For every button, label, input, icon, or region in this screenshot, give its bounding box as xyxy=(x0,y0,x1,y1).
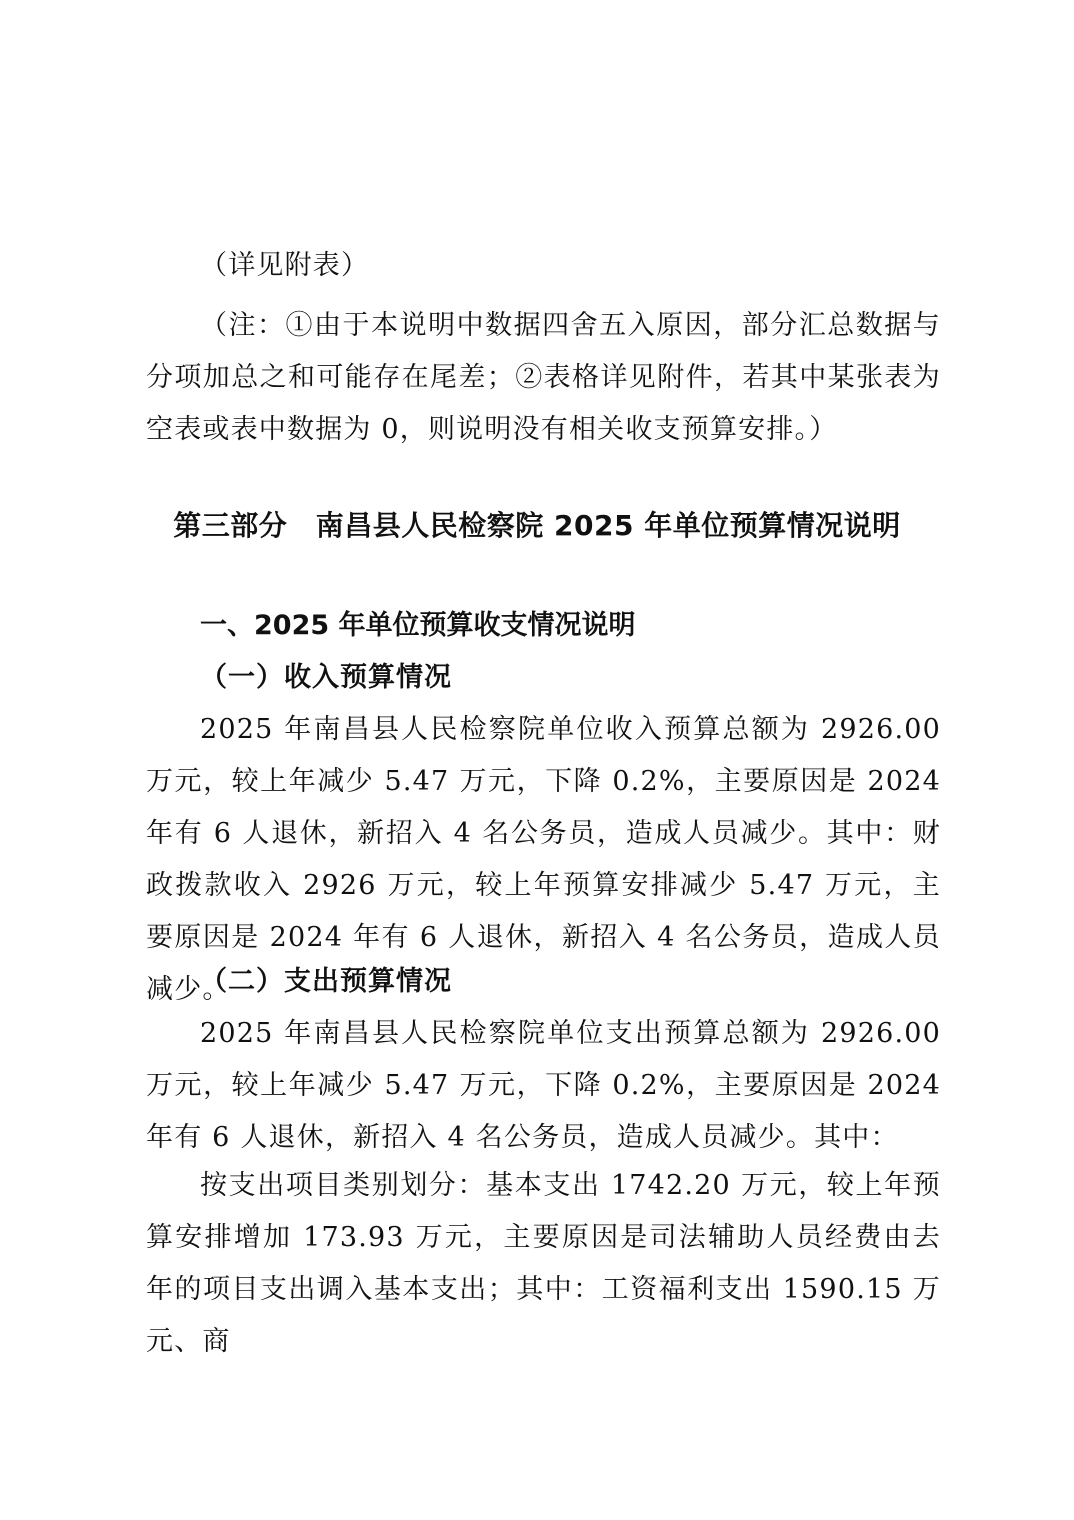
income-subsection-title: （一）收入预算情况 xyxy=(200,662,452,693)
expense-subsection-title: （二）支出预算情况 xyxy=(200,966,452,997)
section-title: 一、2025 年单位预算收支情况说明 xyxy=(200,610,636,641)
expense-paragraph: 2025 年南昌县人民检察院单位支出预算总额为 2926.00 万元，较上年减少 5.47 万元，下降 0.2%，主要原因是 2024 年有 6 人退休，新招入 4 名公务员，造成人员减少。其中： xyxy=(146,1018,941,1153)
part-title: 第三部分 南昌县人民检察院 2025 年单位预算情况说明 xyxy=(173,509,901,542)
expense-category-paragraph: 按支出项目类别划分：基本支出 1742.20 万元，较上年预算安排增加 173.93 万元，主要原因是司法辅助人员经费由去年的项目支出调入基本支出；其中：工资福利支出 1590.15 万元、商 xyxy=(146,1170,941,1357)
detail-note: （详见附表） xyxy=(200,250,370,281)
footnote-paragraph: （注：①由于本说明中数据四舍五入原因，部分汇总数据与分项加总之和可能存在尾差；②表格详见附件，若其中某张表为空表或表中数据为 0，则说明没有相关收支预算安排。） xyxy=(146,310,941,445)
income-paragraph: 2025 年南昌县人民检察院单位收入预算总额为 2926.00 万元，较上年减少 5.47 万元，下降 0.2%，主要原因是 2024 年有 6 人退休，新招入 4 名公务员，造成人员减少。其中：财政拨款收入 2926 万元，较上年预算安排减少 5.47 万元，主要原因是 2024 年有 6 人退休，新招入 4 名公务员，造成人员减少。 xyxy=(146,714,941,1005)
